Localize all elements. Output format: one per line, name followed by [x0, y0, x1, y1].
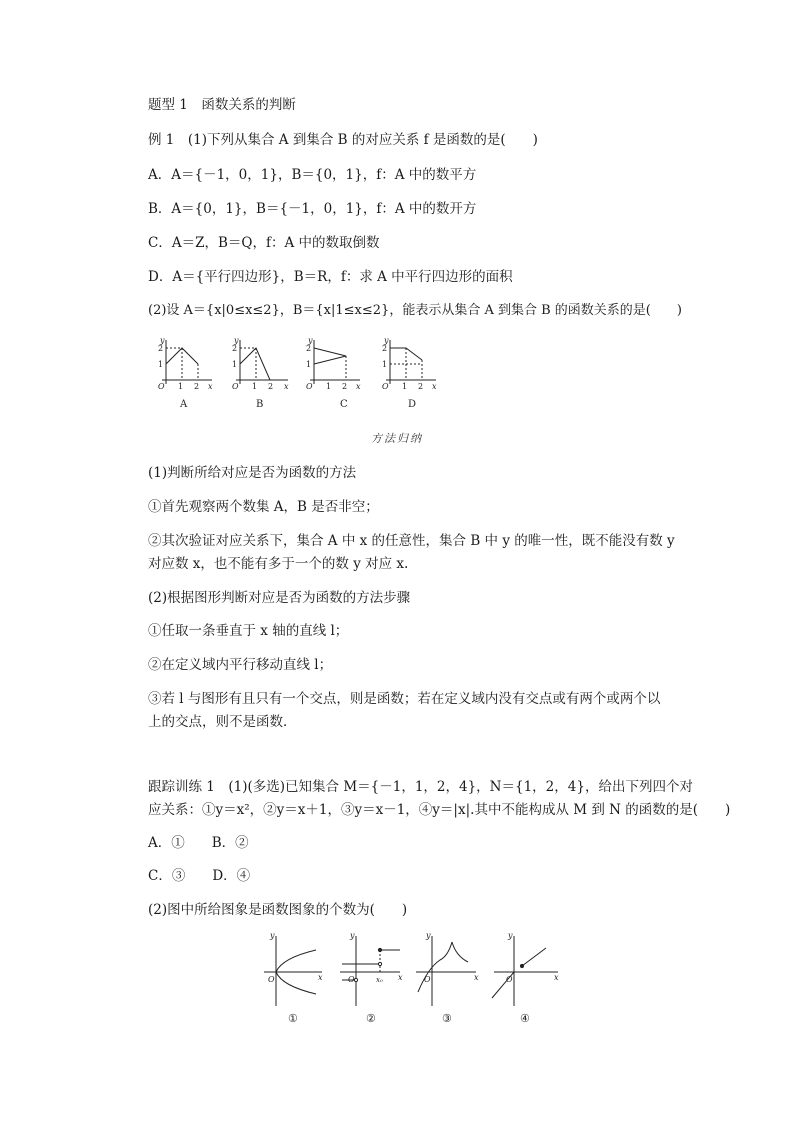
- svg-text:2: 2: [232, 344, 238, 353]
- svg-text:x: x: [398, 973, 403, 982]
- svg-text:2: 2: [418, 382, 424, 391]
- option-a: A．A＝{－1，0，1}，B＝{0，1}，f：A 中的数平方: [148, 167, 477, 183]
- svg-text:2: 2: [268, 382, 274, 391]
- method-p2: ①首先观察两个数集 A，B 是否非空；: [148, 499, 379, 515]
- example-question-1: 例 1 (1)下列从集合 A 到集合 B 的对应关系 f 是函数的是( ): [148, 132, 538, 148]
- method-p1: (1)判断所给对应是否为函数的方法: [148, 465, 357, 481]
- svg-text:1: 1: [306, 360, 312, 369]
- svg-text:y: y: [160, 336, 165, 345]
- svg-text:y: y: [384, 336, 389, 345]
- graph-4: [492, 936, 558, 1006]
- svg-text:O: O: [306, 382, 313, 391]
- example-question-2: (2)设 A＝{x|0≤x≤2}，B＝{x|1≤x≤2}，能表示从集合 A 到集合 B 的函数关系的是( ): [148, 303, 682, 318]
- method-p7b: 上的交点，则不是函数．: [148, 714, 297, 730]
- svg-text:1: 1: [382, 360, 388, 369]
- svg-text:y: y: [508, 931, 513, 940]
- svg-text:1: 1: [252, 382, 258, 391]
- svg-text:O: O: [232, 382, 239, 391]
- svg-text:x: x: [432, 382, 437, 391]
- graph-label-2: ②: [366, 1012, 376, 1025]
- method-p3a: ②其次验证对应关系下，集合 A 中 x 的任意性，集合 B 中 y 的唯一性，既不能没有数 y: [148, 533, 675, 549]
- graph-label-4: ④: [520, 1012, 530, 1025]
- option-d: D．A＝{平行四边形}，B＝R，f：求 A 中平行四边形的面积: [148, 269, 513, 285]
- svg-text:1: 1: [232, 360, 238, 369]
- svg-text:x: x: [356, 382, 361, 391]
- graph-label-a: A: [180, 399, 188, 410]
- training-q1b: 应关系：①y＝x²，②y＝x＋1，③y＝x－1，④y＝|x|.其中不能构成从 M 到 N 的函数的是( ): [148, 802, 731, 818]
- example-graphs: [0, 335, 794, 425]
- graph-c: [310, 340, 360, 384]
- method-p5: ①任取一条垂直于 x 轴的直线 l；: [148, 623, 349, 639]
- svg-text:2: 2: [342, 382, 348, 391]
- svg-text:O: O: [158, 382, 165, 391]
- training-q1a: 跟踪训练 1 (1)(多选)已知集合 M＝{－1，1，2，4}，N＝{1，2，4}，给出下列四个对: [148, 779, 693, 795]
- svg-text:x: x: [284, 382, 289, 391]
- svg-text:y: y: [426, 931, 431, 940]
- svg-text:O: O: [268, 975, 275, 984]
- training-opt2: C．③ D．④: [148, 868, 251, 884]
- svg-text:x₀: x₀: [376, 976, 383, 984]
- graph-label-3: ③: [442, 1012, 452, 1025]
- svg-text:y: y: [270, 931, 275, 940]
- method-p6: ②在定义域内平行移动直线 l；: [148, 657, 333, 673]
- method-heading: 方法归纳: [371, 432, 423, 445]
- svg-text:x: x: [208, 382, 213, 391]
- graph-3: [416, 936, 476, 1006]
- svg-text:O: O: [382, 382, 389, 391]
- svg-text:x: x: [474, 973, 479, 982]
- svg-text:y: y: [350, 931, 355, 940]
- svg-text:O: O: [424, 975, 431, 984]
- graph-b: [236, 340, 288, 384]
- svg-text:O: O: [348, 975, 355, 984]
- svg-text:1: 1: [402, 382, 408, 391]
- svg-text:2: 2: [306, 344, 312, 353]
- svg-text:x: x: [554, 973, 559, 982]
- graph-label-d: D: [408, 399, 417, 410]
- svg-text:2: 2: [158, 344, 164, 353]
- section-title: 题型 1 函数关系的判断: [148, 97, 296, 113]
- svg-text:1: 1: [326, 382, 332, 391]
- graph-2: [340, 936, 400, 1006]
- graph-1: [264, 936, 322, 1006]
- svg-text:x: x: [318, 973, 323, 982]
- svg-text:O: O: [506, 975, 513, 984]
- graph-label-b: B: [256, 399, 264, 410]
- graph-label-c: C: [340, 399, 348, 410]
- training-opt1: A．① B．②: [148, 835, 249, 851]
- svg-text:2: 2: [194, 382, 200, 391]
- training-q2: (2)图中所给图象是函数图象的个数为( ): [148, 902, 408, 918]
- method-p4: (2)根据图形判断对应是否为函数的方法步骤: [148, 590, 411, 606]
- training-graphs: [0, 928, 794, 1028]
- method-p3b: 对应数 x，也不能有多于一个的数 y 对应 x.: [148, 556, 409, 572]
- graph-label-1: ①: [288, 1012, 298, 1025]
- graph-a: [162, 340, 212, 384]
- method-p7a: ③若 l 与图形有且只有一个交点，则是函数；若在定义域内没有交点或有两个或两个以: [148, 691, 661, 707]
- option-c: C．A＝Z，B＝Q，f：A 中的数取倒数: [148, 235, 380, 251]
- graph-d: [386, 340, 436, 384]
- svg-text:1: 1: [178, 382, 184, 391]
- svg-text:y: y: [234, 336, 239, 345]
- option-b: B．A＝{0，1}，B＝{－1，0，1}，f：A 中的数开方: [148, 201, 477, 217]
- svg-text:y: y: [308, 336, 313, 345]
- svg-text:1: 1: [158, 360, 164, 369]
- svg-text:2: 2: [382, 344, 388, 353]
